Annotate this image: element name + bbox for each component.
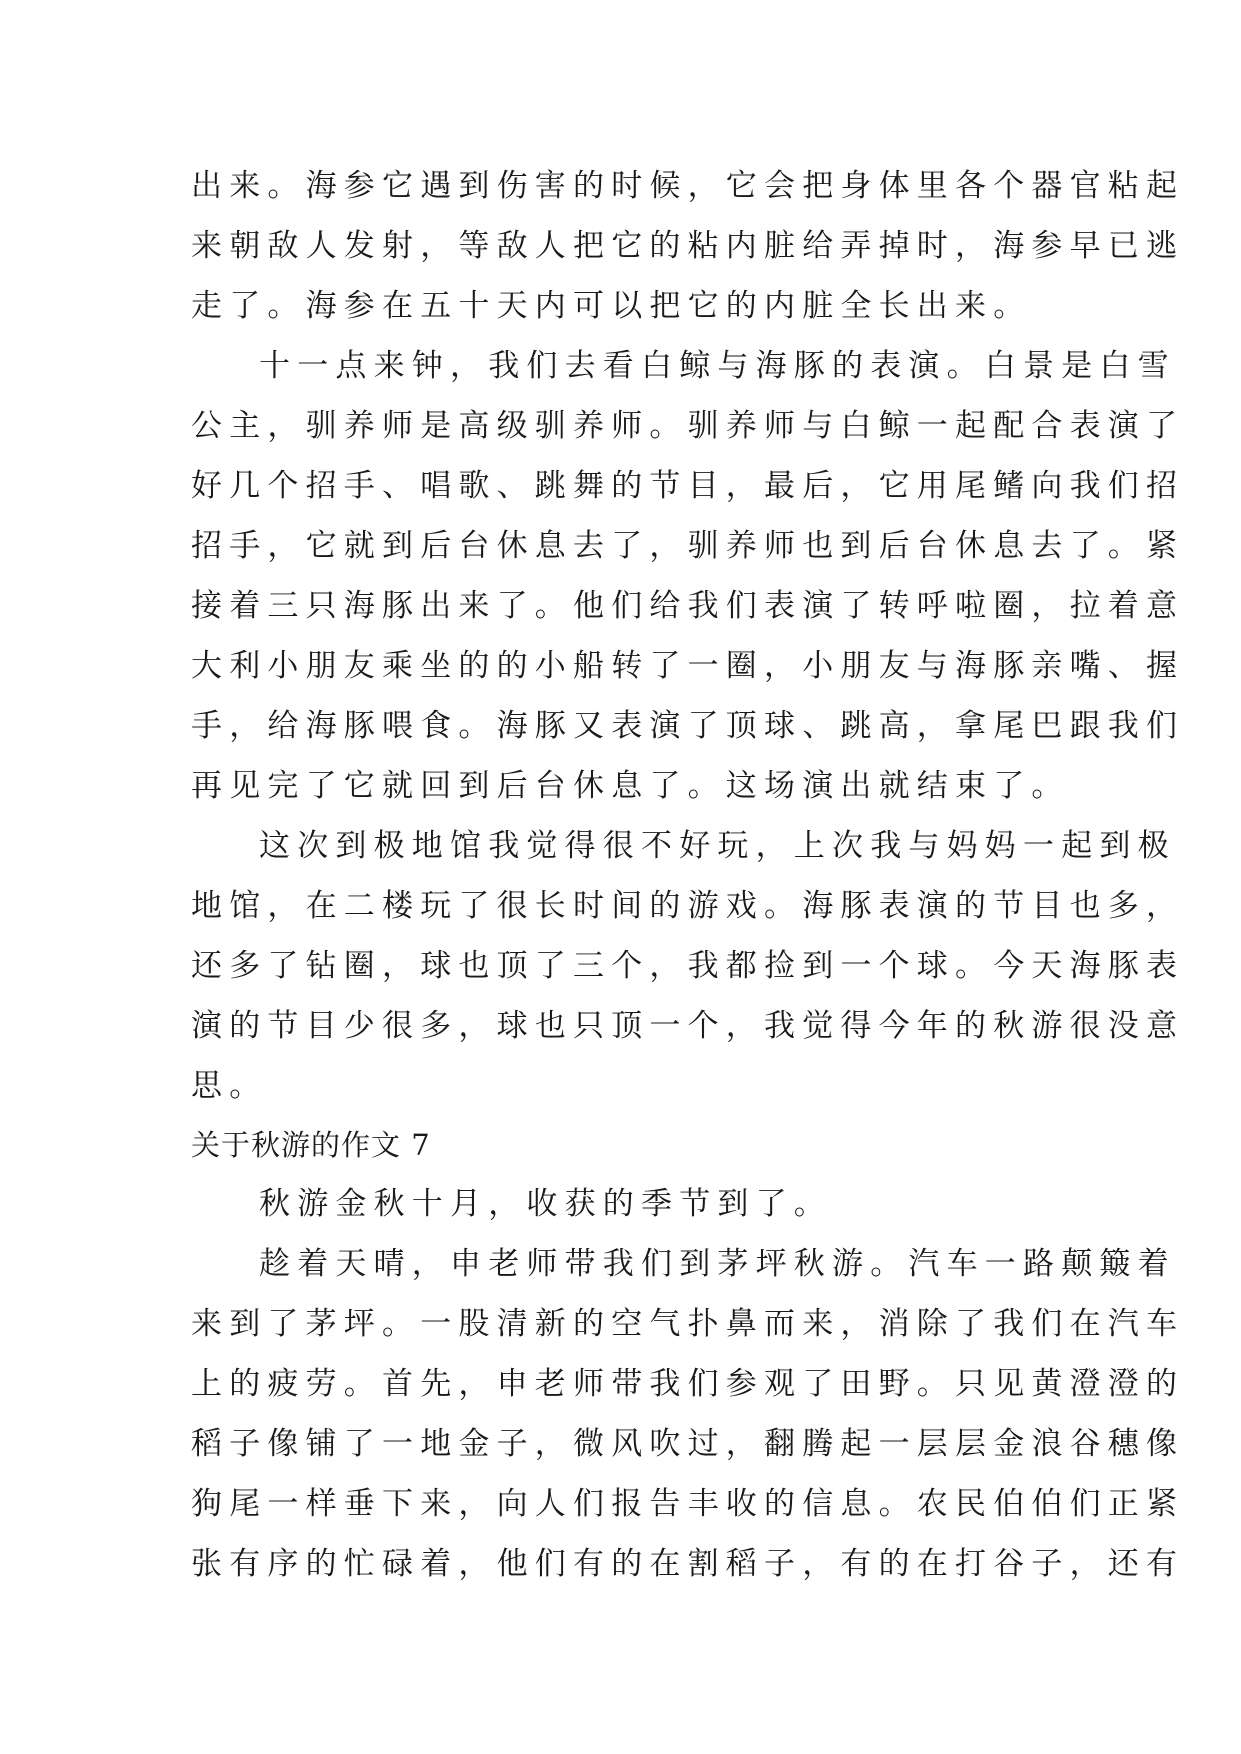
text-line: 上的疲劳。首先，申老师带我们参观了田野。只见黄澄澄的 <box>191 1366 1185 1402</box>
paragraph <box>191 1174 1051 1234</box>
text-line: 趁着天晴，申老师带我们到茅坪秋游。汽车一路颠簸着 <box>259 1246 1176 1282</box>
paragraph <box>191 156 1185 336</box>
section-heading: 关于秋游的作文 7 <box>191 1128 431 1162</box>
text-line: 狗尾一样垂下来，向人们报告丰收的信息。农民伯伯们正紧 <box>191 1486 1185 1522</box>
paragraph <box>191 1234 1185 1594</box>
text-line: 再见完了它就回到后台休息了。这场演出就结束了。 <box>191 768 1070 804</box>
text-line: 接着三只海豚出来了。他们给我们表演了转呼啦圈，拉着意 <box>191 588 1185 624</box>
text-line: 大利小朋友乘坐的的小船转了一圈，小朋友与海豚亲嘴、握 <box>191 648 1185 684</box>
text-line: 手，给海豚喂食。海豚又表演了顶球、跳高，拿尾巴跟我们 <box>191 708 1185 744</box>
document-body <box>191 156 1185 1594</box>
text-line: 来到了茅坪。一股清新的空气扑鼻而来，消除了我们在汽车 <box>191 1306 1185 1342</box>
text-line: 张有序的忙碌着，他们有的在割稻子，有的在打谷子，还有 <box>191 1546 1185 1582</box>
text-line: 十一点来钟，我们去看白鲸与海豚的表演。白景是白雪 <box>259 348 1176 384</box>
text-line: 稻子像铺了一地金子，微风吹过，翻腾起一层层金浪谷穗像 <box>191 1426 1185 1462</box>
text-line: 演的节目少很多，球也只顶一个，我觉得今年的秋游很没意 <box>191 1008 1185 1044</box>
text-line: 还多了钻圈，球也顶了三个，我都捡到一个球。今天海豚表 <box>191 948 1185 984</box>
text-line: 招手，它就到后台休息去了，驯养师也到后台休息去了。紧 <box>191 528 1185 564</box>
text-line: 出来。海参它遇到伤害的时候，它会把身体里各个器官粘起 <box>191 168 1185 204</box>
text-line: 秋游金秋十月，收获的季节到了。 <box>259 1186 832 1222</box>
text-line: 地馆，在二楼玩了很长时间的游戏。海豚表演的节目也多， <box>191 888 1185 924</box>
paragraph <box>191 336 1185 816</box>
paragraph <box>191 816 1185 1116</box>
text-line: 走了。海参在五十天内可以把它的内脏全长出来。 <box>191 288 1032 324</box>
text-line: 这次到极地馆我觉得很不好玩，上次我与妈妈一起到极 <box>259 828 1176 864</box>
text-line: 好几个招手、唱歌、跳舞的节目，最后，它用尾鳍向我们招 <box>191 468 1185 504</box>
text-line: 公主，驯养师是高级驯养师。驯养师与白鲸一起配合表演了 <box>191 408 1185 444</box>
text-line: 来朝敌人发射，等敌人把它的粘内脏给弄掉时，海参早已逃 <box>191 228 1185 264</box>
text-line: 思。 <box>191 1068 268 1104</box>
